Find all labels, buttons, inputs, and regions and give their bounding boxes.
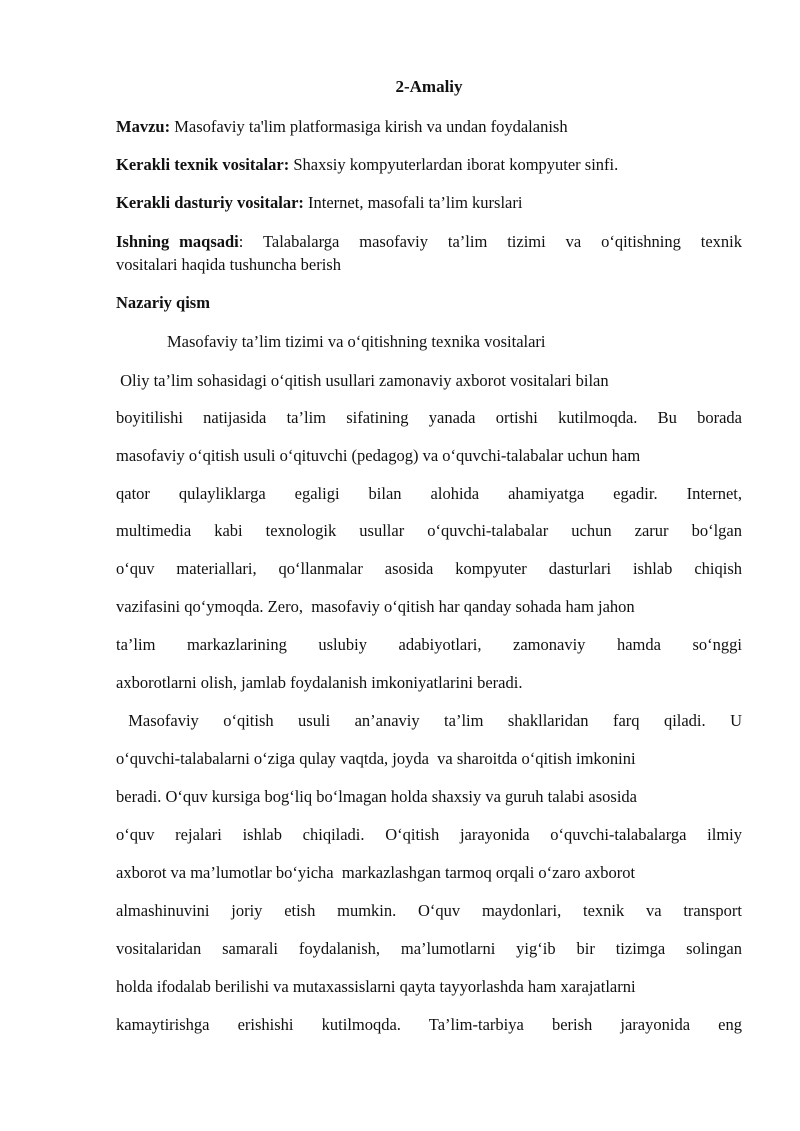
maqsad-label: Ishning maqsadi xyxy=(116,232,239,251)
body-line: ta’lim markazlarining uslubiy adabiyotlari, zamonaviy hamda so‘nggi xyxy=(116,635,742,654)
nazariy-heading: Nazariy qism xyxy=(116,293,210,312)
section-subtitle: Masofaviy ta’lim tizimi va o‘qitishning texnika vositalari xyxy=(167,332,546,351)
body-line: almashinuvini joriy etish mumkin. O‘quv maydonlari, texnik va transport xyxy=(116,901,742,920)
texnik-label: Kerakli texnik vositalar: xyxy=(116,155,290,174)
maqsad-line-2: vositalari haqida tushuncha berish xyxy=(116,255,341,274)
body-line: multimedia kabi texnologik usullar o‘quvchi-talabalar uchun zarur bo‘lgan xyxy=(116,521,742,540)
body-line: vazifasini qo‘ymoqda. Zero, masofaviy o‘qitish har qanday sohada ham jahon xyxy=(116,597,635,616)
body-line: o‘quv rejalari ishlab chiqiladi. O‘qitish jarayonida o‘quvchi-talabalarga ilmiy xyxy=(116,825,742,844)
dasturiy-line xyxy=(116,192,522,214)
body-line: masofaviy o‘qitish usuli o‘qituvchi (pedagog) va o‘quvchi-talabalar uchun ham xyxy=(116,446,641,465)
body-line: vositalaridan samarali foydalanish, ma’lumotlarni yig‘ib bir tizimga solingan xyxy=(116,939,742,958)
body-line: holda ifodalab berilishi va mutaxassislarni qayta tayyorlashda ham xarajatlarni xyxy=(116,977,636,996)
body-line: axborot va ma’lumotlar bo‘yicha markazlashgan tarmoq orqali o‘zaro axborot xyxy=(116,863,636,882)
body-line: boyitilishi natijasida ta’lim sifatining yanada ortishi kutilmoqda. Bu borada xyxy=(116,408,742,427)
texnik-text: Shaxsiy kompyuterlardan iborat kompyuter sinfi. xyxy=(289,155,619,174)
maqsad-line-1 xyxy=(116,231,742,253)
body-line: beradi. O‘quv kursiga bog‘liq bo‘lmagan holda shaxsiy va guruh talabi asosida xyxy=(116,787,638,806)
body-line: o‘quvchi-talabalarni o‘ziga qulay vaqtda, joyda va sharoitda o‘qitish imkonini xyxy=(116,749,636,768)
mavzu-line xyxy=(116,116,568,138)
texnik-line xyxy=(116,154,618,176)
maqsad-text-1: : Talabalarga masofaviy ta’lim tizimi va o‘qitishning texnik xyxy=(238,232,742,251)
page-title: 2-Amaliy xyxy=(395,77,463,96)
body-line: Masofaviy o‘qitish usuli an’anaviy ta’lim shakllaridan farq qiladi. U xyxy=(116,711,742,730)
body-line: kamaytirishga erishishi kutilmoqda. Ta’lim-tarbiya berish jarayonida eng xyxy=(116,1015,742,1034)
dasturiy-text: Internet, masofali ta’lim kurslari xyxy=(303,193,523,212)
body-line: axborotlarni olish, jamlab foydalanish imkoniyatlarini beradi. xyxy=(116,673,523,692)
body-line: o‘quv materiallari, qo‘llanmalar asosida kompyuter dasturlari ishlab chiqish xyxy=(116,559,742,578)
body-line: qator qulayliklarga egaligi bilan alohida ahamiyatga egadir. Internet, xyxy=(116,484,742,503)
dasturiy-label: Kerakli dasturiy vositalar: xyxy=(116,193,304,212)
body-line: Oliy ta’lim sohasidagi o‘qitish usullari zamonaviy axborot vositalari bilan xyxy=(116,371,609,390)
mavzu-text: Masofaviy ta'lim platformasiga kirish va undan foydalanish xyxy=(170,117,568,136)
mavzu-label: Mavzu: xyxy=(116,117,171,136)
